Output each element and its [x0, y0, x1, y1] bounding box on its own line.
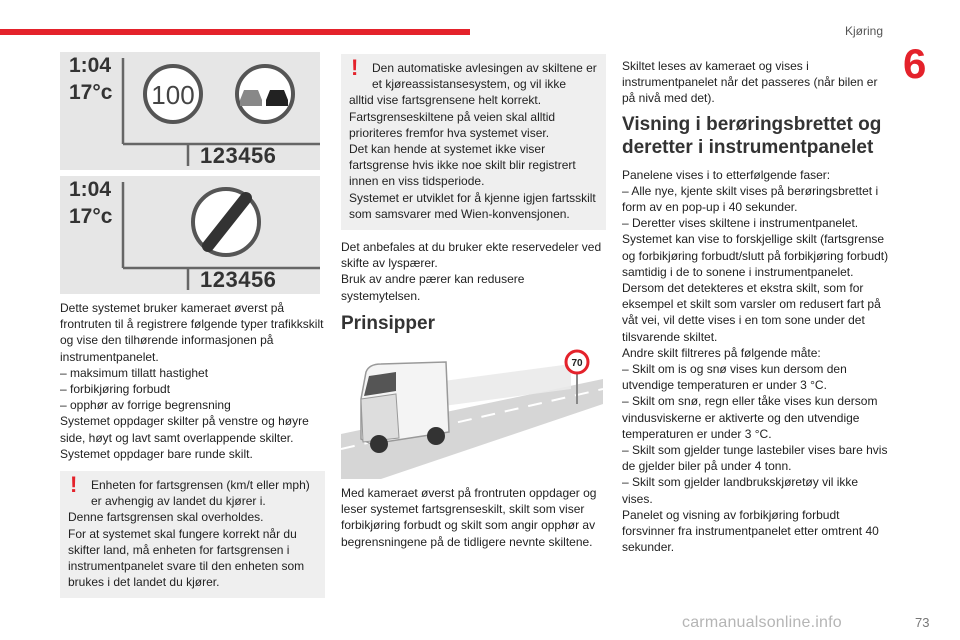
no-overtaking-sign-icon	[237, 66, 293, 122]
list-item: – opphør av forrige begrensning	[60, 398, 231, 413]
odometer: 123456	[200, 143, 277, 168]
warning-icon: !	[351, 55, 359, 80]
column-1	[60, 300, 325, 598]
list-item: – Deretter vises skiltene i instrumentpanelet.	[622, 216, 859, 231]
instrument-panel-illustration-end	[60, 176, 320, 294]
clock-time: 1:04	[69, 178, 112, 201]
odometer: 123456	[200, 267, 277, 292]
list-item: – Alle nye, kjente skilt vises på berøringsbrettet i form av en pop-up i 40 sekunder.	[622, 183, 879, 215]
chapter-number: 6	[903, 40, 927, 87]
list-item: – Skilt om is og snø vises kun dersom den utvendige temperaturen er under 3 °C.	[622, 362, 847, 393]
speed-sign-value: 70	[571, 358, 583, 370]
paragraph: Dette systemet bruker kameraet øverst på frontruten til å registrere følgende typer trafikkskilt og vise den tilhørende informasjonen på instrumentpanelet.	[60, 301, 324, 364]
clock-time: 1:04	[69, 54, 112, 77]
heading-display: Visning i berøringsbrettet og deretter i instrumentpanelet	[622, 113, 882, 158]
warning-icon: !	[70, 472, 78, 498]
paragraph: Panelet og visning av forbikjøring forbudt forsvinner fra instrumentpanelet etter omtrent 40 sekunder.	[622, 507, 879, 555]
list-item: – Skilt som gjelder landbrukskjøretøy vil ikke vises.	[622, 475, 859, 506]
van-camera-illustration	[341, 344, 603, 479]
column-2	[341, 55, 606, 550]
figure-caption: Med kameraet øverst på frontruten oppdager og leser systemet fartsgrenseskilt, skilt som viser forbikjøring forbudt og skilt som angir opphør av begrensningene på de tidligere nevnte skiltene.	[341, 486, 597, 549]
instrument-panel-illustration-speed	[60, 52, 320, 170]
note-text: Det kan hende at systemet ikke viser fartsgrense hvis ikke noe skilt blir registrert innen en viss tidsperiode.	[349, 142, 576, 189]
list-item: – Skilt som gjelder tunge lastebiler vises bare hvis de gjelder biler på under 4 tonn.	[622, 443, 888, 474]
note-text: Den automatiske avlesingen av skiltene er et kjøreassistansesystem, og vil ikke	[372, 61, 597, 92]
list-item: – forbikjøring forbudt	[60, 382, 171, 397]
page-number: 73	[915, 615, 930, 630]
speed-limit-value: 100	[151, 80, 195, 110]
paragraph: Skiltet leses av kameraet og vises i instrumentpanelet når det passeres (når bilen er på nivå med det).	[622, 59, 878, 106]
paragraph: Andre skilt filtreres på følgende måte:	[622, 345, 821, 360]
note-text: Systemet er utviklet for å kjenne igjen fartsskilt som samsvarer med Wien-konvensjonen.	[349, 190, 596, 221]
end-of-restriction-sign-icon	[193, 189, 259, 255]
warning-note	[60, 471, 325, 598]
header-accent-bar	[0, 29, 470, 35]
warning-note	[341, 54, 606, 230]
note-text: Denne fartsgrensen skal overholdes.	[68, 510, 264, 525]
paragraph: Systemet oppdager bare runde skilt.	[60, 446, 253, 461]
note-text: Fartsgrenseskiltene på veien skal alltid prioriteres fremfor hva systemet viser.	[349, 109, 556, 140]
paragraph: Systemet kan vise to forskjellige skilt (fartsgrense og forbikjøring forbudt/slutt på forbikjøring forbudt) samtidig i de to sonene i instrumentpanelet.	[622, 232, 889, 279]
note-text: Enheten for fartsgrensen (km/t eller mph) er avhengig av landet du kjører i.	[91, 478, 310, 509]
paragraph: Panelene vises i to etterfølgende faser:	[622, 167, 831, 182]
list-item: – maksimum tillatt hastighet	[60, 365, 209, 380]
paragraph: Systemet oppdager skilter på venstre og høyre side, høyt og lavt samt overlappende skilter.	[60, 414, 309, 445]
heading-principles: Prinsipper	[341, 312, 435, 334]
paragraph: Bruk av andre pærer kan redusere systemytelsen.	[341, 272, 525, 303]
paragraph: Dersom det detekteres et ekstra skilt, som for eksempel et skilt som varsler om redusert fart på våt vei, vil dette vises i en tom sone under det tilsvarende skiltet.	[622, 281, 881, 344]
outside-temperature: 17°c	[69, 205, 113, 228]
column-3	[622, 58, 892, 555]
paragraph: Det anbefales at du bruker ekte reservedeler ved skifte av lyspærer.	[341, 240, 602, 271]
watermark: carmanualsonline.info	[682, 614, 842, 631]
outside-temperature: 17°c	[69, 81, 113, 104]
van-icon	[361, 362, 449, 453]
note-text: For at systemet skal fungere korrekt når du skifter land, må enheten for fartsgrensen i instrumentpanelet svare til den enheten som brukes i det landet du kjører.	[68, 526, 305, 590]
section-title: Kjøring	[845, 24, 884, 38]
list-item: – Skilt om snø, regn eller tåke vises kun dersom vindusviskerne er aktiverte og den utvendige temperaturen er under 3 °C.	[622, 394, 878, 441]
note-text: alltid vise fartsgrensene helt korrekt.	[349, 93, 542, 108]
